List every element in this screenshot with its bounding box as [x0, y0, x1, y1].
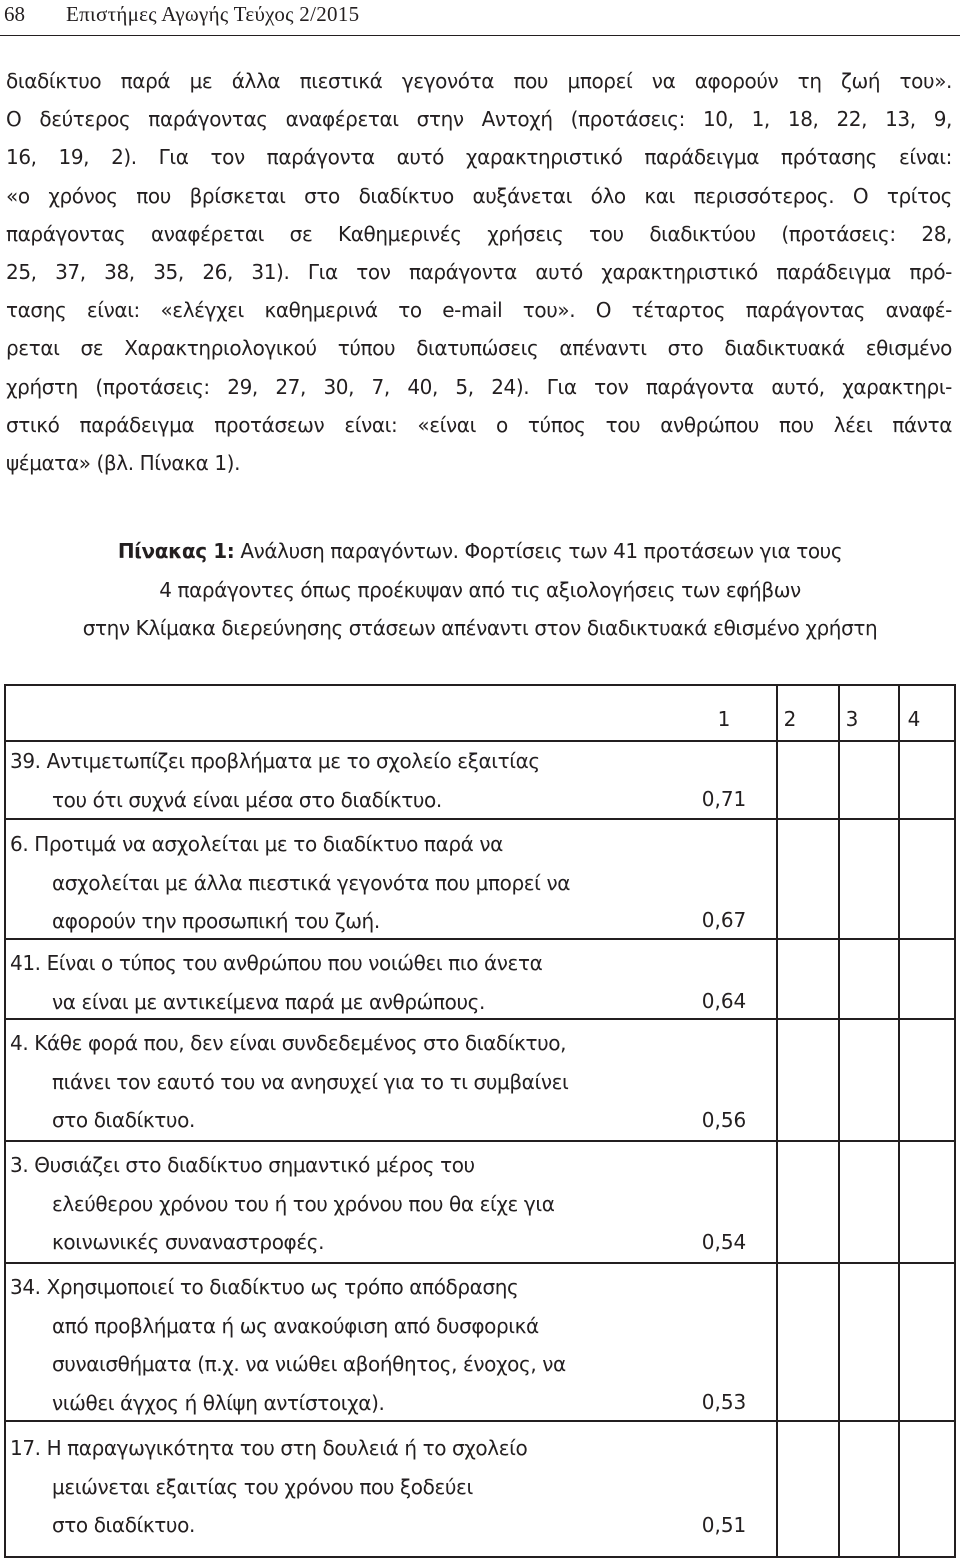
- item-loading: 0,53: [701, 1390, 747, 1414]
- item-line: ελεύθερου χρόνου του ή του χρόνου που θα είχε για: [52, 1191, 555, 1216]
- item-loading: 0,64: [701, 989, 747, 1013]
- running-head: [4, 0, 956, 30]
- item-text: [10, 825, 670, 941]
- item-line: 3. Θυσιάζει στο διαδίκτυο σημαντικό μέρος του: [10, 1153, 475, 1177]
- item-text: [10, 944, 670, 1021]
- table-row: [6, 820, 954, 940]
- body-line: 25, 37, 38, 35, 26, 31). Για τον παράγοντα αυτό χαρακτηριστικό παράδειγμα πρό-: [6, 259, 952, 284]
- item-line: πιάνει τον εαυτό του να ανησυχεί για το τι συμβαίνει: [52, 1069, 569, 1094]
- body-line: τασης είναι: «ελέγχει καθημερινά το e-mail του». Ο τέταρτος παράγοντας αναφέ-: [6, 298, 952, 323]
- item-text: [10, 1024, 670, 1140]
- factor-header: 2: [783, 707, 797, 731]
- item-line: 4. Κάθε φορά που, δεν είναι συνδεδεμένος στο διαδίκτυο,: [10, 1031, 567, 1055]
- item-line: νιώθει άγχος ή θλίψη αντίστοιχα).: [52, 1390, 385, 1415]
- item-line: κοινωνικές συναναστροφές.: [52, 1230, 325, 1254]
- body-line: ψέματα» (βλ. Πίνακα 1).: [6, 450, 241, 475]
- item-line: του ότι συχνά είναι μέσα στο διαδίκτυο.: [52, 787, 442, 812]
- factor-header: 1: [717, 707, 731, 731]
- factor-loadings-table: [4, 684, 956, 1558]
- item-loading: 0,51: [701, 1513, 747, 1537]
- table-row: [6, 1020, 954, 1142]
- body-line: Ο δεύτερος παράγοντας αναφέρεται στην Αντοχή (προτάσεις: 10, 1, 18, 22, 13, 9,: [6, 107, 952, 132]
- item-line: να είναι με αντικείμενα παρά με ανθρώπους.: [52, 989, 485, 1014]
- caption-text: Ανάλυση παραγόντων. Φορτίσεις των 41 προτάσεων για τους: [234, 539, 843, 563]
- item-line: ασχολείται με άλλα πιεστικά γεγονότα που μπορεί να: [52, 870, 571, 895]
- body-line: στικό παράδειγμα προτάσεων είναι: «είναι ο τύπος του ανθρώπου που λέει πάντα: [6, 412, 952, 437]
- body-line: χρήστη (προτάσεις: 29, 27, 30, 7, 40, 5, 24). Για τον παράγοντα αυτό, χαρακτηρι-: [6, 374, 952, 399]
- factor-header: 3: [845, 707, 859, 731]
- caption-label: Πίνακας 1:: [117, 539, 235, 563]
- table-row: [6, 940, 954, 1020]
- page-number: 68: [4, 2, 25, 26]
- item-line: στο διαδίκτυο.: [52, 1513, 195, 1537]
- body-line: διαδίκτυο παρά με άλλα πιεστικά γεγονότα που μπορεί να αφορούν τη ζωή του».: [6, 69, 952, 93]
- factor-header: 4: [907, 707, 921, 731]
- item-line: 41. Είναι ο τύπος του ανθρώπου που νοιώθει πιο άνετα: [10, 951, 543, 975]
- item-loading: 0,71: [701, 787, 747, 811]
- item-loading: 0,54: [701, 1230, 747, 1254]
- item-line: συναισθήματα (π.χ. να νιώθει αβοήθητος, ένοχος, να: [52, 1352, 566, 1376]
- item-loading: 0,67: [701, 908, 747, 932]
- item-text: [10, 1268, 670, 1422]
- item-text: [10, 1146, 670, 1262]
- item-line: 6. Προτιμά να ασχολείται με το διαδίκτυο παρά να: [10, 832, 503, 856]
- body-line: «ο χρόνος που βρίσκεται στο διαδίκτυο αυξάνεται όλο και περισσότερος. Ο τρίτος: [6, 183, 952, 208]
- table-row: [6, 1142, 954, 1264]
- item-line: 39. Αντιμετωπίζει προβλήματα με το σχολείο εξαιτίας: [10, 749, 540, 773]
- caption-line: στην Κλίμακα διερεύνησης στάσεων απέναντι στον διαδικτυακά εθισμένο χρήστη: [82, 616, 878, 640]
- caption-line: 4 παράγοντες όπως προέκυψαν από τις αξιολογήσεις των εφήβων: [159, 577, 801, 602]
- item-line: στο διαδίκτυο.: [52, 1108, 195, 1132]
- table-caption: [0, 532, 960, 648]
- body-paragraph: [6, 62, 952, 482]
- item-text: [10, 1429, 670, 1545]
- item-line: 17. Η παραγωγικότητα του στη δουλειά ή το σχολείο: [10, 1436, 528, 1460]
- item-loading: 0,56: [701, 1108, 747, 1132]
- caption-line: [0, 532, 960, 571]
- journal-title: Επιστήμες Αγωγής Τεύχος 2/2015: [66, 2, 360, 26]
- item-text: [10, 742, 670, 819]
- table-row: [6, 1264, 954, 1422]
- item-line: μειώνεται εξαιτίας του χρόνου που ξοδεύει: [52, 1474, 473, 1499]
- item-line: αφορούν την προσωπική του ζωή.: [52, 909, 380, 933]
- header-rule: [0, 35, 960, 36]
- table-row: [6, 1422, 954, 1558]
- item-line: από προβλήματα ή ως ανακούφιση από δυσφορικά: [52, 1313, 539, 1338]
- body-line: παράγοντας αναφέρεται σε Καθημερινές χρήσεις του διαδικτύου (προτάσεις: 28,: [6, 221, 952, 246]
- table-header-row: [6, 686, 954, 742]
- body-line: ρεται σε Χαρακτηριολογικού τύπου διατυπώσεις απέναντι στο διαδικτυακά εθισμένο: [6, 336, 952, 361]
- body-line: 16, 19, 2). Για τον παράγοντα αυτό χαρακτηριστικό παράδειγμα πρότασης είναι:: [6, 145, 952, 170]
- item-line: 34. Χρησιμοποιεί το διαδίκτυο ως τρόπο απόδρασης: [10, 1275, 519, 1299]
- table-row: [6, 742, 954, 820]
